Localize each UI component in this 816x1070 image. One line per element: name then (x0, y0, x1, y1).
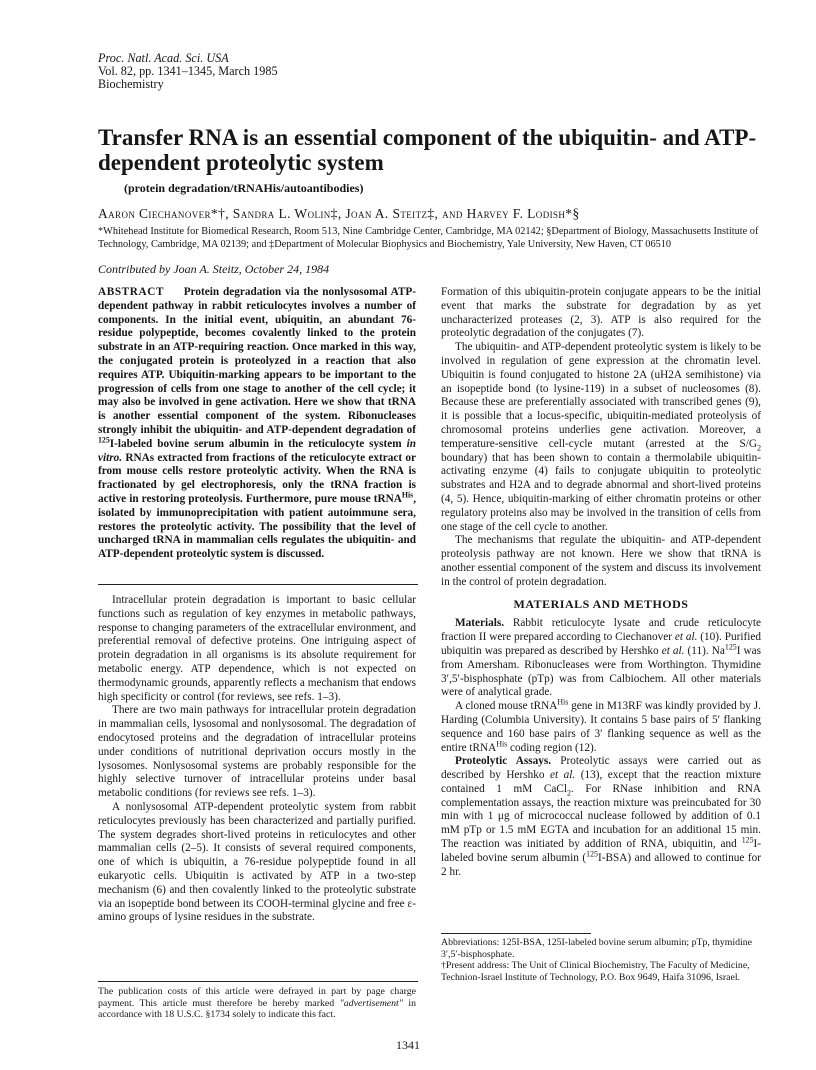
paragraph-italic: et al. (674, 631, 698, 644)
article-title: Transfer RNA is an essential component of the ubiquitin- and ATP-dependent proteolytic system (98, 125, 757, 175)
superscript: His (496, 738, 508, 748)
journal-section: Biochemistry (98, 77, 164, 91)
paragraph-text: coding region (12). (507, 741, 597, 754)
author: Sandra L. Wolin‡, (232, 206, 342, 221)
paragraph-text: (10). Purified ubiquitin was prepared as described by Hershko (441, 631, 761, 657)
author: Aaron Ciechanover*†, (98, 206, 230, 221)
keywords: (protein degradation/tRNAHis/autoantibodies) (124, 181, 364, 195)
paragraph-italic: et al. (661, 644, 685, 657)
footnotes (441, 937, 761, 983)
footnote-text: The publication costs of this article were defrayed in part by page charge payment. This article must therefore be hereby marked (98, 986, 416, 1009)
body-paragraph: Intracellular protein degradation is important to basic cellular functions such as regulation of key enzymes in metabolic pathways, response to changing parameters of the extracellular environment, and preferential removal of defective proteins. One intriguing aspect of protein degradation in all organisms is its absolute requirement for metabolic energy. ATP dependence, which is not expected on thermodynamic grounds, apparently reflects a mechanism that endows high specificity or control (for reviews, see refs. 1–3). (98, 594, 416, 703)
right-column-body (441, 286, 761, 879)
superscript: 125 (586, 849, 598, 859)
paragraph-text: Rabbit reticulocyte lysate and crude reticulocyte fraction II were prepared according to Ciechanover (441, 617, 761, 644)
abstract-text: , isolated by immunoprecipitation with patient autoimmune sera, restores the proteolytic activity. The possibility that the level of uncharged tRNA in mammalian cells regulates the ubiquitin- and ATP-dependent proteolytic system is discussed. (98, 492, 416, 561)
footnote-text: in accordance with 18 U.S.C. §1734 solely to indicate this fact. (98, 997, 416, 1020)
subscript: 2 (757, 443, 761, 453)
footnote-divider (441, 933, 591, 934)
paragraph-italic: et al. (550, 769, 576, 782)
body-paragraph: A nonlysosomal ATP-dependent proteolytic system from rabbit reticulocytes previously has been characterized and partially purified. The system degrades short-lived proteins in reticulocytes and other mammalian cells (2–5). It consists of several required components, one of which is ubiquitin, a 76-residue polypeptide found in all eukaryotic cells. Ubiquitin is activated by ATP in a two-step mechanism (6) and then covalently linked to the proteolytic substrate via an isopeptide bond between its COOH-terminal glycine and free ε-amino groups of lysine residues in the substrate. (98, 800, 416, 924)
body-paragraph (441, 341, 761, 534)
superscript: His (557, 697, 569, 707)
superscript: 125 (98, 435, 110, 445)
author: Harvey F. Lodish*§ (466, 206, 580, 221)
left-column-body (98, 594, 416, 925)
body-paragraph (441, 697, 761, 755)
author: Joan A. Steitz‡, (345, 206, 439, 221)
page-number: 1341 (396, 1038, 420, 1052)
paragraph-text: Proteolytic assays were carried out as described by Hershko (441, 755, 761, 782)
superscript: His (401, 490, 414, 500)
abstract-text: I-labeled bovine serum albumin in the reticulocyte system (109, 437, 407, 450)
publication-cost-footnote (98, 986, 416, 1021)
abstract-text: RNAs extracted from fractions of the reticulocyte extract or from mouse cells restore proteolytic activity. When the RNA is fractionated by gel electrophoresis, only the tRNA fraction is active in restoring proteolysis. Furthermore, pure mouse tRNA (98, 451, 416, 505)
abstract-text: Protein degradation via the nonlysosomal ATP-dependent pathway in rabbit reticulocytes involves a number of components. In the initial event, ubiquitin, an abundant 76-residue polypeptide, becomes covalently linked to the protein substrate in an ATP-requiring reaction. Once marked in this way, the conjugated protein is proteolyzed in a reaction that also requires ATP. Ubiquitin-marking appears to be important to the progression of cells from one stage to another of the cell cycle; it may also be involved in gene activation. Here we show that tRNA is another essential component of the system. Ribonucleases strongly inhibit the ubiquitin- and ATP-dependent degradation of (98, 286, 417, 436)
footnote-divider (98, 981, 418, 982)
author-conjunction: and (442, 206, 463, 221)
journal-volume: Vol. 82, pp. 1341–1345, March 1985 (98, 64, 278, 78)
journal-name: Proc. Natl. Acad. Sci. USA (98, 51, 229, 65)
paragraph-text: I-BSA) and allowed to continue for 2 hr. (441, 851, 761, 878)
paragraph-text: (11). Na (684, 644, 725, 657)
superscript: 125 (724, 642, 737, 652)
run-in-heading: Proteolytic Assays. (455, 755, 552, 768)
run-in-heading: Materials. (455, 617, 505, 630)
present-address-footnote: †Present address: The Unit of Clinical Biochemistry, The Faculty of Medicine, Technion-Israel Institute of Technology, P.O. Box 9649, Haifa 31096, Israel. (441, 960, 750, 983)
subscript: 2 (566, 788, 571, 798)
paragraph-text: gene in M13RF was kindly provided by J. Harding (Columbia University). It contains 5 base pairs of 5′ flanking sequence and 160 base pairs of 3′ flanking sequence as well as the entire tRNA (441, 700, 761, 754)
body-paragraph: The mechanisms that regulate the ubiquitin- and ATP-dependent proteolysis pathway are not known. Here we show that tRNA is another essential component of the system and discuss its involvement in the control of protein degradation. (441, 534, 761, 588)
body-paragraph: Formation of this ubiquitin-protein conjugate appears to be the initial event that marks the substrate for degradation by as yet uncharacterized proteases (2, 3). ATP is also required for the proteolytic degradation of the conjugates (7). (441, 286, 761, 340)
contributed-by: Contributed by Joan A. Steitz, October 24, 1984 (98, 262, 330, 276)
body-paragraph (441, 755, 761, 879)
paragraph-text: boundary) that has been shown to contain a thermolabile ubiquitin-activating enzyme (4) fails to conjugate ubiquitin to proteolytic substrates and H2A and to degrade abnormal and short-lived proteins (4, 5). Hence, ubiquitin-marking of either chromatin proteins or other regulatory proteins also may be involved in the transition of cells from one stage of the cell cycle to another. (441, 451, 761, 533)
paragraph-text: . For RNase inhibition and RNA complementation assays, the reaction mixture was preincubated for 30 min with 1 μg of micrococcal nuclease followed by addition of 0.1 mM pTp or 1.5 mM EGTA and incubation for an additional 15 min. The reaction was initiated by addition of RNA, ubiquitin, and (441, 782, 761, 851)
author-list (98, 206, 580, 222)
superscript: 125 (741, 835, 754, 845)
paragraph-text: A cloned mouse tRNA (455, 700, 558, 713)
body-paragraph: There are two main pathways for intracellular protein degradation in mammalian cells, lysosomal and nonlysosomal. The degradation of endocytosed proteins and the degradation of intracellular proteins under conditions of nutritional deprivation occurs mostly in the lysosomes. Nonlysosomal systems are probably responsible for the highly selective turnover of intracellular proteins under basal metabolic conditions (for reviews see refs. 1–3). (98, 704, 416, 800)
paragraph-text: (13), except that the reaction mixture contained 1 mM CaCl (441, 769, 761, 795)
paragraph-text: I was from Amersham. Ribonucleases were from Worthington. Thymidine 3′,5′-bisphosphate (pTp) was from Calbiochem. All other materials were of analytical grade. (441, 644, 761, 699)
abstract-italic: in vitro. (98, 437, 416, 464)
abstract-heading: ABSTRACT (98, 286, 165, 298)
abbreviations-footnote: Abbreviations: 125I-BSA, 125I-labeled bovine serum albumin; pTp, thymidine 3′,5′-bisphosphate. (441, 937, 752, 960)
paragraph-text: I-labeled bovine serum albumin ( (441, 838, 761, 864)
journal-header (98, 52, 278, 91)
abstract-divider (98, 584, 418, 585)
section-heading: MATERIALS AND METHODS (513, 596, 689, 611)
paragraph-text: The ubiquitin- and ATP-dependent proteolytic system is likely to be involved in regulation of gene expression at the chromatin level. Ubiquitin is found conjugated to histone 2A (uH2A semihistone) via an isopeptide bond (to lysine-119) in a subset of nucleosomes (8). Because these are preferentially associated with transcribed genes (9), it is possible that a locus-specific, ubiquitin-mediated proteolysis of chromosomal proteins underlies gene activation. Moreover, a temperature-sensitive cell-cycle mutant (arrested at the S/G (441, 341, 761, 450)
affiliations: *Whitehead Institute for Biomedical Research, Room 513, Nine Cambridge Center, Cambridge, MA 02142; §Department of Biology, Massachusetts Institute of Technology, Cambridge, MA 02139; and ‡Department of Molecular Biophysics and Biochemistry, Yale University, New Haven, CT 06510 (98, 226, 759, 250)
body-paragraph (441, 617, 761, 700)
abstract (98, 286, 416, 562)
footnote-italic: "advertisement" (339, 997, 403, 1009)
